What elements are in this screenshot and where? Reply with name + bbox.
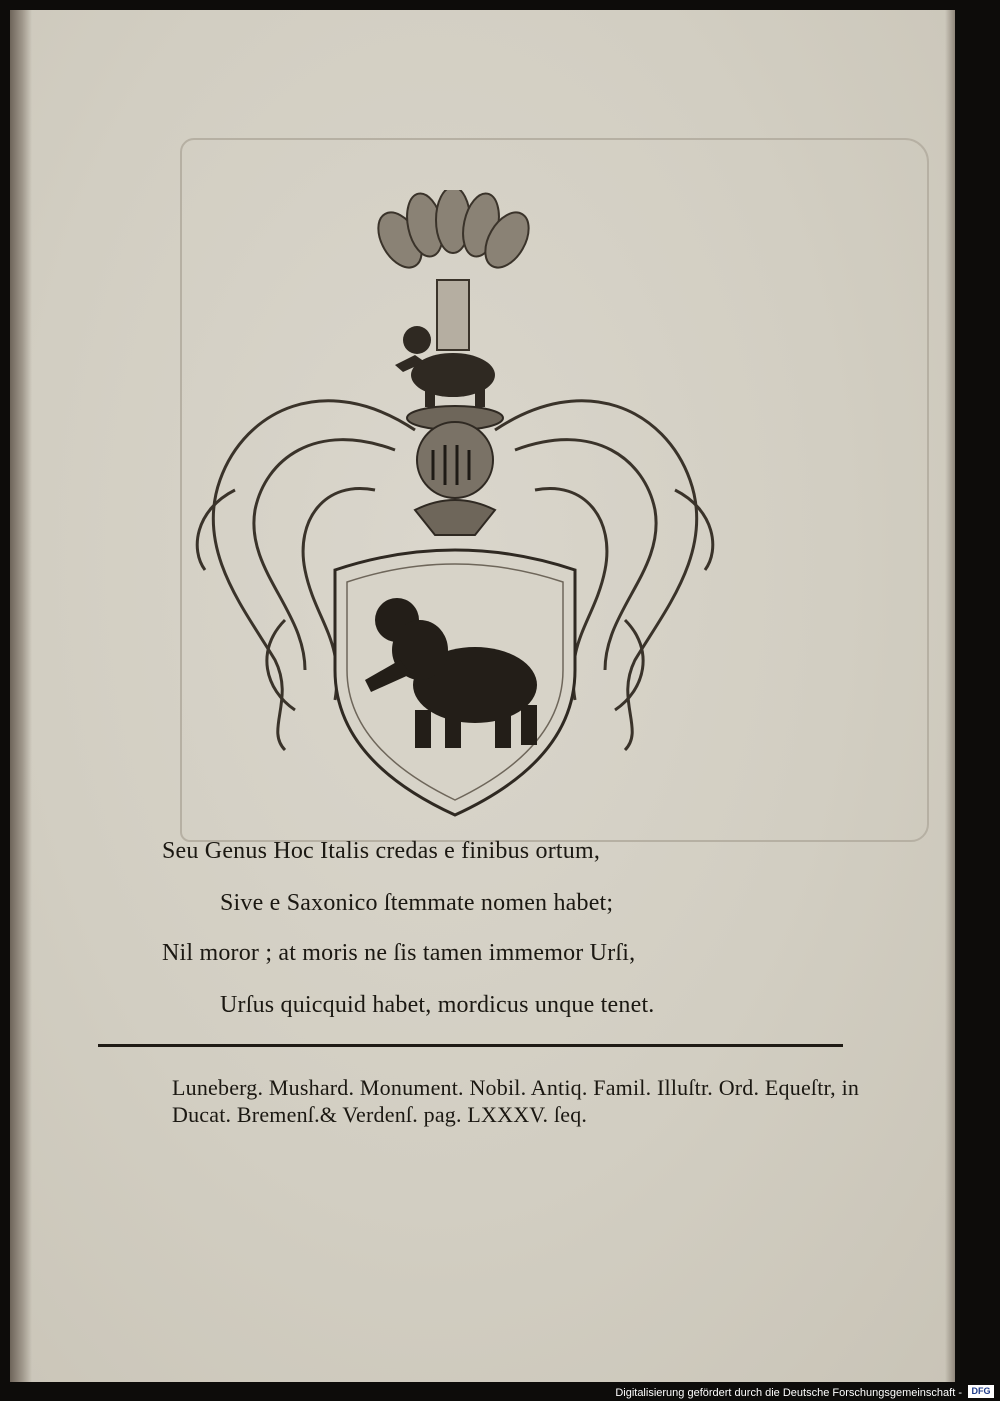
helmet bbox=[415, 422, 495, 535]
verse-line-2: Sive e Saxonico ſtemmate nomen habet; bbox=[220, 890, 614, 916]
verse-line-1: Seu Genus Hoc Italis credas e finibus ortum, bbox=[162, 838, 601, 864]
footer-credit: Digitalisierung gefördert durch die Deutsche Forschungsgemeinschaft - bbox=[615, 1387, 962, 1399]
verse-line-3: Nil moror ; at moris ne ſis tamen immemor Urſi, bbox=[162, 940, 636, 966]
scanned-page bbox=[10, 10, 955, 1382]
page-edge-shadow bbox=[945, 10, 955, 1382]
page-gutter-shadow bbox=[10, 10, 32, 1382]
verse-line-4: Urſus quicquid habet, mordicus unque tenet. bbox=[220, 992, 655, 1018]
feather-plume bbox=[369, 190, 537, 275]
dfg-logo-icon: DFG bbox=[968, 1385, 994, 1398]
plume-column bbox=[437, 280, 469, 350]
footer-bar bbox=[0, 1382, 1000, 1401]
coat-of-arms-engraving bbox=[175, 190, 735, 830]
horizontal-rule bbox=[98, 1044, 843, 1047]
citation-text: Luneberg. Mushard. Monument. Nobil. Antiq. Famil. Illuſtr. Ord. Equeſtr, in Ducat. Bremenſ.& Verdenſ. pag. LXXXV. ſeq. bbox=[172, 1075, 860, 1127]
